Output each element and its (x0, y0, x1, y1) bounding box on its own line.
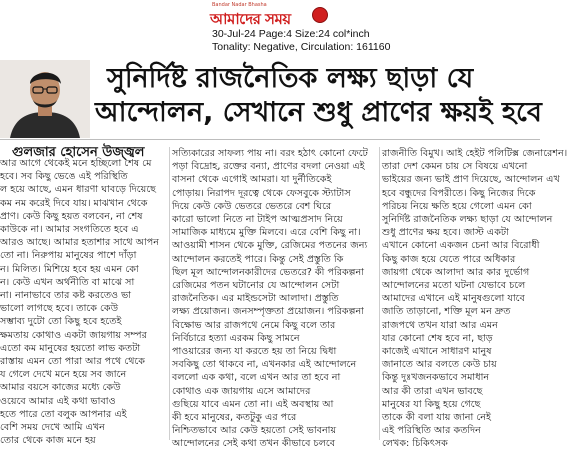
article-text-line: ন। কেউ এখন অর্থনীতি বা মাঝে সা (0, 276, 135, 288)
article-text-line: নির্বিচারে হত্যা এরকম কিছু সামনে (172, 332, 300, 344)
article-text-line: না। নানাভাবে তার কষ্ট করতেও ভা (0, 290, 132, 302)
headline-line-2: আন্দোলন, সেখানে শুধু প্রাণের ক্ষয়ই হবে (95, 97, 542, 128)
headline-line-1: সুনির্দিষ্ট রাজনৈতিক লক্ষ্য ছাড়া যে (107, 63, 474, 94)
article-text-line: পোড়ায়। নিরাপদ দূরত্বে থেকে ফেসবুকে স্ট্যাটাস (172, 187, 351, 199)
article-text-line: হতে পারে তো বলুক আপনার এই (0, 408, 127, 420)
article-text-line: সত্যিকারের সাফল্য পায় না। বরং হঠাৎ কোনো ফেটে (172, 148, 368, 159)
article-text-line: সামাজিক মাধ্যমে মুক্তি মিলবে। এরে বেশি কিছু না। (172, 227, 361, 239)
article-text-line: এখানে কোনো একজন চেনা আর বিরোধী (382, 240, 540, 252)
article-text-line: হবে। সব কিছু ভেঙে এই পরিস্থিতি (0, 171, 128, 183)
article-text-line: ওয়েবে আমার এই কথা ভাবাও (0, 395, 116, 407)
article-text-line: আন্দোলনের সেই কথা তখন কীভাবে চলবে (172, 438, 336, 450)
article-text-line: সবকিছু তো থাকবে না, এখনকার এই আন্দোলনে (172, 359, 357, 371)
article-column-2 (172, 147, 377, 450)
article-text-line: প্রাণ। কেউ কিছু হয়ত বলবেন, না শেষ (0, 210, 143, 222)
article-text-line: জাতি তাড়ানো, শক্তি মূল মন দ্রুত (382, 306, 511, 318)
article-text-line: গুছিয়ে যাবে এমন তো না। এই অবস্থায় আ (172, 398, 334, 410)
article-text-line: আন্দোলনের মতো ঘটনা যেভাবে চলে (382, 280, 526, 292)
article-text-line: জায়গা থেকে আলাদা আর কার দুর্ভোগ (382, 266, 530, 278)
article-text-line: কী হবে মানুষের, কতটুকু এর পরে (172, 412, 297, 424)
article-text-line: ভাইয়ের জন্য ভাই প্রাণ দিয়েছে, আন্দোলন এখ (382, 174, 560, 186)
article-headline (95, 62, 540, 130)
author-photo (0, 60, 90, 138)
article-text-line: রাস্তায় এমন তো পারা আর পথে থেকে (0, 356, 145, 368)
article-text-line: তারা দেশ কেমন চায় সে বিষয়ে এখনো (382, 161, 528, 173)
article-text-line: জানাতে আর বলতে কেউ চায় (382, 359, 497, 371)
article-text-line: এই পরিস্থিতি আর কতদিন (382, 425, 481, 437)
article-text-line: আরও আছে। আমার হতাশার সাথে আপন (0, 237, 160, 249)
article-column-1 (0, 157, 168, 447)
article-text-line: বেশি সময় দেখে আমি এখন (0, 422, 105, 434)
article-text-line: মানুষের যা কিছু হয়ে গেছে (382, 398, 481, 410)
article-text-line: সম্ভাব্য দুটো তো কিছু হবে হতেই (0, 316, 122, 328)
article-text-line: বাসনা থেকে এগোই আমরা। যা দুর্নীতিকেই (172, 174, 332, 186)
article-text-line: আমার বয়সে কাজের মধ্যে কেউ (0, 382, 121, 394)
article-text-line: পড়া বিদ্রোহ, রক্তের বন্যা, প্রাণের বদলা নেওয়া এই (172, 161, 365, 173)
logo-tagline: Bandar Nadar Bhasha (212, 2, 267, 8)
article-text-line: রাজনৈতিক। এর মাইন্ডসেটা আলাদা। প্রস্তুতি (172, 293, 339, 305)
article-text-line: রেজিমের পতন ঘটানোর যে আন্দোলন সেটা (172, 280, 340, 292)
article-column-3 (382, 147, 567, 450)
article-text-line: আর আগে থেকেই মনে হচ্ছিলো শেষ মে (0, 158, 152, 169)
article-text-line: তাকে কী বলা যায় জানা নেই (382, 412, 491, 424)
logo-emblem-icon (312, 7, 328, 23)
article-text-line: হবে বন্ধুদের বিপরীতে। কিছু নিজের দিকে (382, 187, 536, 199)
article-text-line: নিশ্চিতভাবে আর কেউ হয়তো সেই ভাবনায় (172, 425, 337, 437)
article-text-line: আওয়ামী শাসন থেকে মুক্তি, রেজিমের পতনের জন্য (172, 240, 368, 252)
article-text-line: য গেলে দেখে মনে হয়ে সব জানে (0, 369, 127, 381)
article-text-line: ন। মিলিত। মিশিয়ে হবে হয় এমন কো (0, 263, 139, 275)
article-text-line: রাজপথে তখন যারা আর এমন (382, 319, 498, 331)
article-text-line: রাজনীতি বিমুখ। আই হেইট পলিটিক্স জেনারেশন। (382, 148, 567, 159)
column-divider (169, 147, 170, 440)
article-text-line: লক্ষ্য প্রয়োজন। জনসম্পৃক্ততা প্রয়োজন। পরিকল্পনা (172, 306, 364, 318)
article-text-line: কাজেই এখানে সাধারণ মানুষ (382, 346, 492, 358)
article-text-line: সুনির্দিষ্ট রাজনৈতিক লক্ষ্য ছাড়া যে আন্দোলন (382, 214, 553, 226)
article-text-line: যার কোনো শেষ হবে না, ছাড় (382, 332, 493, 344)
article-text-line: ছিল মূল আন্দোলনকারীদের ভেতরে? কী পরিকল্পনা (172, 266, 365, 278)
column-divider (379, 147, 380, 440)
article-text-line: ক্ষমতায় কোথাও একটা জায়গায় সম্পর (0, 329, 147, 341)
author-portrait-icon (0, 60, 90, 138)
article-text-line: ল হয়ে আছে, এমন ধারণা ঘাবড়ে দিয়েছে (0, 184, 156, 196)
masthead (0, 0, 540, 28)
article-text-line: ভালো লাগছে হবে। তাকে কেউ (0, 303, 119, 315)
clipping-meta (212, 28, 512, 54)
article-text-line: এতো কম মানুষের হয়তো লাভ কতটা (0, 342, 141, 354)
article-text-line: লেখক: চিকিৎসক (382, 438, 448, 450)
article-text-line: আমাদের এখানে এই মানুষগুলো যাবে (382, 293, 525, 305)
article-text-line: শুধু প্রাণের ক্ষয় হবে। জাস্ট একটা (382, 227, 509, 239)
meta-tonality: Tonality: Negative, Circulation: 161160 (212, 41, 391, 53)
article-text-line: আন্দোলন করতেই পারে। কিন্তু সেই প্রস্তুতি কি (172, 253, 344, 265)
article-text-line: তোর থেকে কাজ মনে হয় (0, 435, 96, 447)
logo-title: আমাদের সময় (210, 10, 291, 28)
article-text-line: কারো ভালো নিতে না টাইপ আত্মপ্রসাদ নিয়ে (172, 214, 343, 226)
article-text-line: কোথাও এক জায়গায় এসে আমাদের (172, 385, 311, 397)
article-text-line: কিছু কাজ হয়ে যেতে পারে অধিকার (382, 253, 516, 265)
article-text-line: পাওয়ারের জন্য যা করতে হয় তা নিয়ে দ্বিধা (172, 346, 337, 358)
article-text-line: তো না। নিরুপায় মানুষের পাশে দাঁড়া (0, 250, 137, 262)
article-text-line: কাউকে না। আমার সংগতিতে হবে এ (0, 224, 139, 236)
article-text-line: বিক্ষোভ আর রাজপথে নেমে কিছু বলে তার (172, 319, 336, 331)
article-text-line: পরিচয় নিয়ে ক্ষতি হয়ে গেলো এমন কো (382, 200, 532, 212)
article-text-line: বললো এক কথা, বলে এখন আর তা হবে না (172, 372, 341, 384)
author-byline: গুলজার হোসেন উজ্জ্বল (12, 145, 145, 160)
headline-divider (0, 139, 540, 140)
article-text-line: কম নম করেই দিবে যায়। মাঝখান থেকে (0, 197, 148, 209)
meta-date-page: 30-Jul-24 Page:4 Size:24 col*inch (212, 28, 370, 40)
article-text-line: দিয়ে কেউ কেউ ভেতরে ভেতরে বেশ ঘিরে (172, 200, 332, 212)
article-text-line: আর কী তারা এখন ভাবছে (382, 385, 483, 397)
article-text-line: কিন্তু দুঃখজনকভাবে সমাধান (382, 372, 490, 384)
newspaper-logo (202, 2, 340, 26)
